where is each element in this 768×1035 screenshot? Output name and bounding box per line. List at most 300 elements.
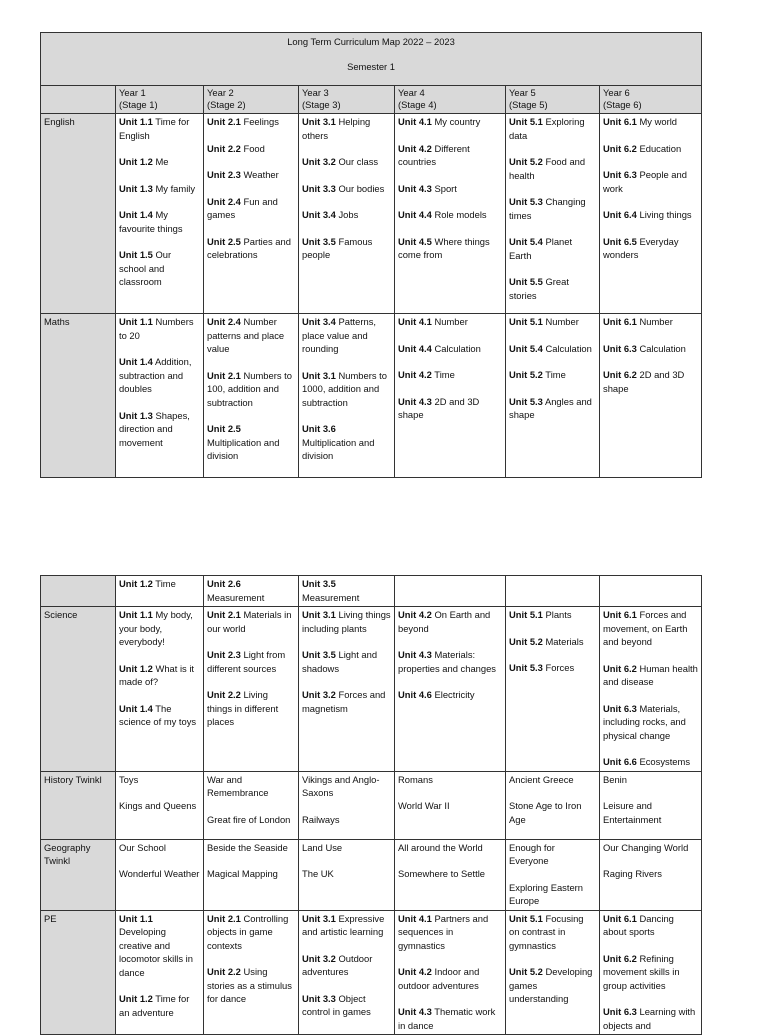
unit-title: Measurement <box>207 591 265 603</box>
year-header <box>204 86 299 114</box>
unit-title: Parties and celebrations <box>207 235 291 260</box>
unit-entry <box>509 368 596 382</box>
unit-entry <box>207 813 295 827</box>
unit-entry <box>302 841 391 855</box>
unit-entry <box>509 661 596 675</box>
unit-title: My country <box>431 116 481 127</box>
unit-entry <box>119 208 200 235</box>
year-header <box>506 86 600 114</box>
unit-code: Unit 5.2 <box>509 635 543 647</box>
unit-code: Unit 6.3 <box>603 342 637 354</box>
unit-title: Exploring Eastern Europe <box>509 881 583 906</box>
unit-entry <box>398 1005 502 1032</box>
stage-label: (Stage 3) <box>302 99 341 110</box>
unit-title: Weather <box>240 169 279 180</box>
unit-entry <box>207 422 295 463</box>
unit-entry <box>398 315 502 329</box>
unit-title: Thematic work in dance <box>398 1006 496 1031</box>
year-header <box>116 86 204 114</box>
year-label: Year 4 <box>398 87 425 98</box>
unit-entry <box>398 867 502 881</box>
unit-code: Unit 1.5 <box>119 249 153 260</box>
unit-title: Time for an adventure <box>119 993 190 1018</box>
unit-entry <box>302 813 391 827</box>
unit-entry <box>509 608 596 622</box>
table-cell <box>116 839 204 910</box>
unit-entry <box>302 208 391 222</box>
unit-title: Time for English <box>119 116 190 141</box>
unit-code: Unit 5.2 <box>509 966 543 977</box>
unit-title: Time <box>542 369 566 380</box>
unit-code: Unit 3.4 <box>302 316 336 327</box>
table-cell <box>299 839 395 910</box>
unit-entry <box>603 841 698 855</box>
unit-title: Romans <box>398 773 433 785</box>
unit-entry <box>509 912 596 953</box>
unit-entry <box>119 799 200 813</box>
unit-code: Unit 5.3 <box>509 196 543 207</box>
table-cell <box>600 114 702 314</box>
unit-entry <box>603 368 698 395</box>
unit-code: Unit 2.4 <box>207 316 241 327</box>
unit-code: Unit 3.4 <box>302 209 336 220</box>
curriculum-table-semester-1 <box>40 32 702 478</box>
unit-entry <box>398 773 502 787</box>
unit-entry <box>207 235 295 262</box>
table-cell <box>600 576 702 607</box>
unit-entry <box>509 115 596 142</box>
subject-cell <box>41 114 116 314</box>
unit-code: Unit 5.3 <box>509 662 543 673</box>
unit-code: Unit 3.1 <box>302 609 336 620</box>
unit-code: Unit 4.1 <box>398 912 432 924</box>
unit-code: Unit 2.1 <box>207 369 241 381</box>
year-label: Year 2 <box>207 87 234 98</box>
unit-code: Unit 6.1 <box>603 116 637 127</box>
unit-entry <box>509 315 596 329</box>
unit-entry <box>398 115 502 129</box>
unit-title: Numbers to 100, addition and subtraction <box>207 369 292 408</box>
unit-entry <box>302 952 391 979</box>
unit-entry <box>207 168 295 182</box>
unit-entry <box>302 422 391 463</box>
unit-title: Famous people <box>302 235 373 260</box>
subject-cell <box>41 771 116 839</box>
unit-entry <box>207 867 295 881</box>
unit-code: Unit 2.2 <box>207 142 241 154</box>
unit-title: Angles and shape <box>509 395 592 420</box>
table-row <box>41 839 702 910</box>
unit-entry <box>302 912 391 939</box>
table-cell <box>204 771 299 839</box>
unit-title: Railways <box>302 813 340 825</box>
table-cell <box>116 114 204 314</box>
subject-label: Geography Twinkl <box>44 841 91 866</box>
table-row <box>41 910 702 1035</box>
subject-label: English <box>44 116 75 127</box>
unit-title: Shapes, direction and movement <box>119 409 190 448</box>
unit-code: Unit 3.2 <box>302 689 336 700</box>
unit-title: Education <box>636 142 682 154</box>
year-label: Year 6 <box>603 87 630 98</box>
unit-entry <box>207 195 295 222</box>
unit-title: Materials in our world <box>207 609 292 634</box>
unit-title: Object control in games <box>302 992 371 1017</box>
table-cell <box>395 314 506 478</box>
unit-entry <box>603 867 698 881</box>
unit-entry <box>603 799 698 826</box>
unit-title: Indoor and outdoor adventures <box>398 966 480 991</box>
unit-entry <box>119 115 200 142</box>
table-cell <box>204 114 299 314</box>
unit-entry <box>603 1005 698 1032</box>
table-cell <box>395 771 506 839</box>
unit-code: Unit 6.1 <box>603 912 637 924</box>
unit-entry <box>509 195 596 222</box>
table-cell <box>395 910 506 1035</box>
unit-title: Number <box>431 316 468 327</box>
unit-title: The science of my toys <box>119 702 197 727</box>
unit-entry <box>603 208 698 222</box>
unit-entry <box>398 912 502 953</box>
unit-code: Unit 1.1 <box>119 609 153 620</box>
unit-title: Forces <box>542 662 575 673</box>
year-header <box>395 86 506 114</box>
table-cell <box>395 839 506 910</box>
unit-title: Land Use <box>302 841 343 853</box>
unit-title: Multiplication and division <box>207 436 280 461</box>
table-cell <box>204 910 299 1035</box>
unit-code: Unit 5.1 <box>509 912 543 924</box>
unit-title: Benin <box>603 773 627 785</box>
unit-title: Measurement <box>302 591 360 603</box>
unit-entry <box>509 395 596 422</box>
table-cell <box>299 771 395 839</box>
stage-label: (Stage 6) <box>603 99 642 110</box>
unit-title: Human health and disease <box>603 662 698 687</box>
unit-entry <box>603 235 698 262</box>
unit-title: Expressive and artistic learning <box>302 912 385 937</box>
unit-title: Everyday wonders <box>603 235 679 260</box>
unit-entry <box>207 369 295 410</box>
table-cell <box>506 839 600 910</box>
unit-entry <box>207 912 295 953</box>
unit-entry <box>207 577 295 604</box>
unit-entry <box>207 688 295 729</box>
table-cell <box>506 607 600 772</box>
table-cell <box>116 576 204 607</box>
unit-title: 2D and 3D shape <box>603 369 685 394</box>
unit-title: Living things including plants <box>302 609 391 634</box>
unit-title: Number <box>636 316 673 327</box>
unit-code: Unit 3.1 <box>302 912 336 924</box>
unit-title: Materials <box>542 635 584 647</box>
unit-code: Unit 6.3 <box>603 169 637 180</box>
table-cell <box>204 607 299 772</box>
unit-code: Unit 6.2 <box>603 952 637 964</box>
unit-code: Unit 2.2 <box>207 689 241 700</box>
unit-code: Unit 1.3 <box>119 182 153 194</box>
unit-entry <box>509 342 596 356</box>
table-body <box>41 576 702 1035</box>
stage-label: (Stage 4) <box>398 99 437 110</box>
unit-entry <box>119 662 200 689</box>
unit-code: Unit 2.1 <box>207 912 241 924</box>
unit-entry <box>302 369 391 410</box>
unit-entry <box>509 635 596 649</box>
unit-title: Electricity <box>431 689 475 700</box>
unit-title: Wonderful Weather <box>119 868 200 879</box>
unit-title: My world <box>636 116 677 127</box>
unit-title: War and Remembrance <box>207 773 269 798</box>
unit-entry <box>603 142 698 156</box>
unit-entry <box>119 773 200 787</box>
table-cell <box>600 607 702 772</box>
unit-title: Addition, subtraction and doubles <box>119 356 192 394</box>
unit-title: Light and shadows <box>302 649 378 674</box>
unit-entry <box>207 648 295 675</box>
unit-code: Unit 3.5 <box>302 649 336 660</box>
unit-title: Forces and magnetism <box>302 689 386 714</box>
map-title: Long Term Curriculum Map 2022 – 2023 <box>287 36 455 47</box>
unit-code: Unit 3.5 <box>302 235 336 247</box>
unit-code: Unit 2.6 <box>207 578 241 589</box>
unit-code: Unit 4.1 <box>398 116 432 127</box>
table-row <box>41 771 702 839</box>
unit-title: Light from different sources <box>207 649 286 674</box>
unit-title: Vikings and Anglo-Saxons <box>302 773 380 798</box>
unit-entry <box>509 841 596 868</box>
unit-entry <box>119 912 200 980</box>
unit-code: Unit 6.4 <box>603 209 637 220</box>
subject-cell <box>41 314 116 478</box>
unit-title: Raging Rivers <box>603 868 662 879</box>
unit-code: Unit 4.5 <box>398 235 432 247</box>
unit-code: Unit 2.3 <box>207 649 241 660</box>
unit-title: Our School <box>119 841 166 853</box>
unit-code: Unit 4.3 <box>398 395 432 407</box>
semester-label: Semester 1 <box>347 61 395 72</box>
unit-title: Ecosystems <box>636 756 691 767</box>
year-label: Year 1 <box>119 87 146 98</box>
unit-title: Beside the Seaside <box>207 841 288 853</box>
unit-entry <box>119 182 200 196</box>
unit-code: Unit 4.2 <box>398 369 432 380</box>
unit-title: All around the World <box>398 841 483 853</box>
unit-title: People and work <box>603 169 687 194</box>
unit-title: Kings and Queens <box>119 800 197 811</box>
unit-entry <box>302 608 391 635</box>
unit-entry <box>398 965 502 992</box>
table-cell <box>395 576 506 607</box>
unit-title: My favourite things <box>119 209 183 234</box>
table-cell <box>204 839 299 910</box>
unit-title: Ancient Greece <box>509 773 574 785</box>
unit-entry <box>603 342 698 356</box>
table-cell <box>299 576 395 607</box>
table-cell <box>506 314 600 478</box>
unit-code: Unit 3.1 <box>302 116 336 127</box>
table-cell <box>204 314 299 478</box>
stage-label: (Stage 5) <box>509 99 548 110</box>
table-cell <box>299 314 395 478</box>
unit-entry <box>603 608 698 649</box>
stage-label: (Stage 2) <box>207 99 246 110</box>
unit-entry <box>207 965 295 1006</box>
unit-code: Unit 1.4 <box>119 702 153 714</box>
subject-label: History Twinkl <box>44 773 102 785</box>
unit-title: Outdoor adventures <box>302 952 373 977</box>
unit-code: Unit 4.6 <box>398 689 432 700</box>
unit-code: Unit 1.1 <box>119 316 153 327</box>
unit-code: Unit 3.2 <box>302 156 336 167</box>
unit-entry <box>119 355 200 396</box>
unit-entry <box>302 867 391 881</box>
unit-code: Unit 4.2 <box>398 966 432 977</box>
unit-title: On Earth and beyond <box>398 609 491 634</box>
unit-title: Partners and sequences in gymnastics <box>398 912 489 951</box>
unit-entry <box>302 688 391 715</box>
unit-code: Unit 4.3 <box>398 649 432 660</box>
unit-title: Food <box>240 142 265 154</box>
unit-entry <box>302 577 391 604</box>
unit-entry <box>398 342 502 356</box>
unit-entry <box>509 275 596 302</box>
unit-entry <box>119 608 200 649</box>
unit-code: Unit 4.3 <box>398 182 432 194</box>
unit-entry <box>207 841 295 855</box>
unit-code: Unit 6.3 <box>603 702 637 714</box>
unit-title: Leisure and Entertainment <box>603 800 662 825</box>
unit-title: Our bodies <box>335 182 385 194</box>
stage-label: (Stage 1) <box>119 99 158 110</box>
unit-code: Unit 5.3 <box>509 395 543 407</box>
unit-entry <box>603 755 698 769</box>
title-row <box>41 33 702 86</box>
unit-code: Unit 6.1 <box>603 609 637 620</box>
unit-entry <box>603 702 698 743</box>
unit-code: Unit 2.5 <box>207 235 241 247</box>
unit-title: Stone Age to Iron Age <box>509 800 582 825</box>
unit-entry <box>119 248 200 289</box>
unit-entry <box>207 773 295 800</box>
unit-entry <box>119 702 200 729</box>
unit-title: Feelings <box>240 116 279 127</box>
unit-entry <box>207 608 295 635</box>
unit-code: Unit 6.3 <box>603 1006 637 1017</box>
unit-code: Unit 1.2 <box>119 156 153 167</box>
unit-code: Unit 5.1 <box>509 316 543 327</box>
unit-title: Materials, including rocks, and physical change <box>603 702 686 741</box>
unit-entry <box>119 841 200 855</box>
unit-entry <box>302 115 391 142</box>
subject-cell <box>41 910 116 1035</box>
unit-code: Unit 1.3 <box>119 409 153 421</box>
table-cell <box>395 607 506 772</box>
unit-code: Unit 1.1 <box>119 912 153 924</box>
unit-entry <box>603 952 698 993</box>
unit-entry <box>119 409 200 450</box>
table-cell <box>506 771 600 839</box>
unit-code: Unit 4.2 <box>398 142 432 154</box>
unit-code: Unit 2.5 <box>207 423 241 434</box>
unit-title: Different countries <box>398 142 470 167</box>
unit-entry <box>509 155 596 182</box>
corner-cell <box>41 86 116 114</box>
unit-title: Calculation <box>431 342 481 354</box>
unit-title: Number patterns and place value <box>207 316 285 354</box>
unit-entry <box>509 773 596 787</box>
unit-entry <box>398 235 502 262</box>
unit-code: Unit 6.6 <box>603 756 637 767</box>
unit-entry <box>302 648 391 675</box>
table-cell <box>506 910 600 1035</box>
unit-title: Forces and movement, on Earth and beyond <box>603 609 688 647</box>
unit-title: Calculation <box>542 342 592 354</box>
unit-code: Unit 3.3 <box>302 182 336 194</box>
unit-entry <box>603 912 698 939</box>
unit-code: Unit 3.1 <box>302 369 336 381</box>
unit-title: Living things <box>636 209 692 220</box>
unit-entry <box>398 208 502 222</box>
unit-entry <box>302 235 391 262</box>
unit-title: Sport <box>431 182 457 194</box>
unit-entry <box>509 965 596 1006</box>
subject-cell <box>41 576 116 607</box>
subject-label: Maths <box>44 316 70 327</box>
unit-title: My family <box>152 182 196 194</box>
table-cell <box>600 314 702 478</box>
unit-code: Unit 6.2 <box>603 142 637 154</box>
unit-code: Unit 1.4 <box>119 356 153 367</box>
unit-code: Unit 5.4 <box>509 342 543 354</box>
unit-title: Our school and classroom <box>119 249 172 287</box>
year-header <box>600 86 702 114</box>
unit-code: Unit 6.2 <box>603 662 637 674</box>
unit-title: Planet Earth <box>509 236 573 261</box>
unit-entry <box>119 315 200 342</box>
unit-entry <box>119 867 200 881</box>
unit-entry <box>603 315 698 329</box>
unit-entry <box>207 142 295 156</box>
unit-code: Unit 1.2 <box>119 993 153 1004</box>
unit-code: Unit 6.2 <box>603 369 637 380</box>
table-cell <box>506 576 600 607</box>
unit-title: Living things in different places <box>207 689 279 727</box>
unit-entry <box>119 577 200 591</box>
unit-title: Plants <box>542 609 572 620</box>
unit-entry <box>509 799 596 826</box>
unit-code: Unit 4.4 <box>398 209 432 220</box>
unit-title: My body, your body, everybody! <box>119 609 193 647</box>
unit-entry <box>603 115 698 129</box>
unit-entry <box>509 235 596 262</box>
unit-entry <box>207 315 295 356</box>
unit-title: Number <box>542 316 579 327</box>
unit-title: Exploring data <box>509 116 585 141</box>
unit-title: Materials: properties and changes <box>398 649 496 674</box>
unit-code: Unit 4.1 <box>398 316 432 327</box>
unit-entry <box>398 841 502 855</box>
unit-code: Unit 1.4 <box>119 209 153 220</box>
unit-title: Developing games understanding <box>509 966 593 1004</box>
unit-title: Focusing on contrast in gymnastics <box>509 912 584 951</box>
unit-title: Developing creative and locomotor skills in dance <box>119 926 193 978</box>
unit-title: Fun and games <box>207 195 278 220</box>
unit-title: Patterns, place value and rounding <box>302 316 376 354</box>
unit-title: Great stories <box>509 276 569 301</box>
curriculum-table-continued <box>40 575 702 1035</box>
